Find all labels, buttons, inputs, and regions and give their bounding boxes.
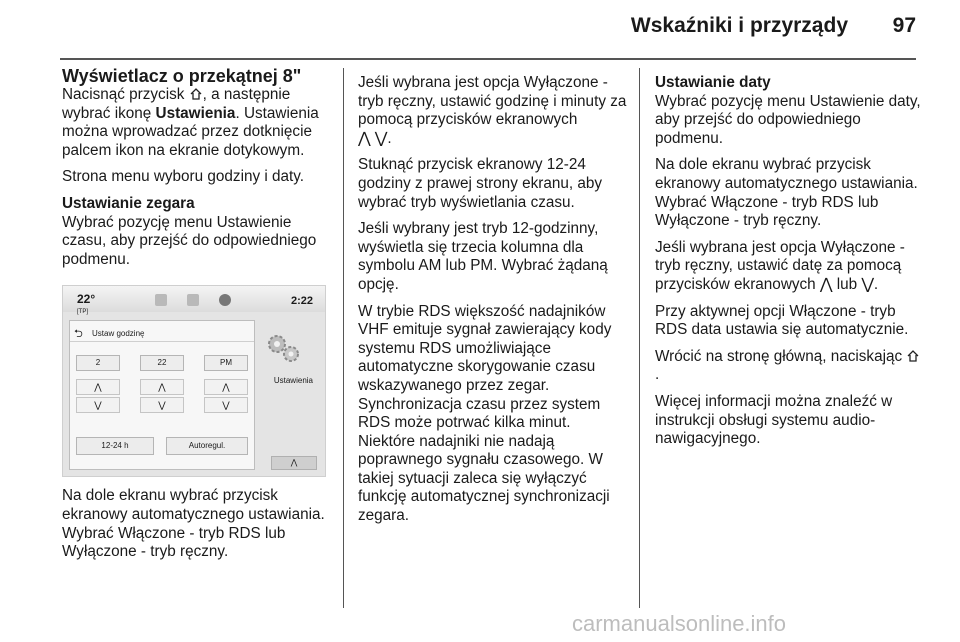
paragraph-date-manual: Jeśli wybrana jest opcja Wyłączone - tryb ręczny, ustawić datę za pomocą przycisków ekranowych ⋀ lub ⋁. [655,238,905,293]
paragraph-home [655,348,923,385]
screen-illustration [62,285,326,477]
ampm-down-button[interactable]: ⋁ [204,397,248,413]
subheading-date: Ustawianie daty [655,74,771,91]
header-title: Wskaźniki i przyrządy [630,14,848,37]
arrow-symbols: ⋀ ⋁. [358,129,392,147]
text: Wrócić na stronę główną, naciskając [655,347,907,365]
minute-up-button[interactable]: ⋀ [140,379,184,395]
text: Jeśli wybrana jest opcja Wyłączone - tryb ręczny, ustawić godzinę i minuty za pomocą przycisków ekranowych [358,74,627,129]
text: . Ustawienia można wprowadzać przez dotknięcie palcem ikon na ekranie dotykowym. [62,104,319,159]
minute-down-button[interactable]: ⋁ [140,397,184,413]
music-icon [155,294,167,306]
watermark: carmanualsonline.info [572,611,787,636]
paragraph-intro [62,86,328,160]
hour-value: 2 [76,355,120,371]
paragraph-auto: Na dole ekranu wybrać przycisk ekranowy automatycznego ustawiania. Wybrać Włączone - tryb RDS lub Wyłączone - tryb ręczny. [62,487,325,561]
ampm-value: PM [204,355,248,371]
paragraph-clock: Wybrać pozycję menu Ustawienie czasu, aby przejść do odpowiedniego podmenu. [62,213,317,268]
info-icon [219,294,231,306]
paragraph-rds: W trybie RDS większość nadajników VHF emituje sygnał zawierający kody systemu RDS umożliwiające automatyczne skorygowanie czasu wskazywanego przez zegar. Synchronizacja czasu przez system RDS może potrwać kilka minut. Niektóre nadajniki nie nadają poprawnego sygnału czasowego. W takiej sytuacji zaleca się wyłączyć funkcję automatycznej synchronizacji zegara. [358,302,612,525]
column-divider-1 [343,68,344,608]
home-icon [906,349,920,363]
paragraph-date-auto: Na dole ekranu wybrać przycisk ekranowy automatycznego ustawiania. Wybrać Włączone - tryb RDS lub Wyłączone - tryb ręczny. [655,156,918,230]
tp-indicator: [TP] [77,309,89,316]
clock: 2:22 [290,295,313,308]
hour-up-button[interactable]: ⋀ [76,379,120,395]
page-number: 97 [892,14,916,37]
paragraph-12-24: Stuknąć przycisk ekranowy 12-24 godziny z prawej strony ekranu, aby wybrać tryb wyświetlania czasu. [358,156,603,211]
subheading-clock: Ustawianie zegara [62,194,195,212]
screen-top-bar [63,286,325,316]
text: Nacisnąć przycisk [62,86,189,103]
settings-gear-icon [263,332,303,364]
mode-12-24-button[interactable]: 12-24 h [76,437,154,455]
home-icon [189,87,203,101]
text: , a następnie wybrać ikonę [62,86,291,122]
settings-term: Ustawienia [155,104,236,122]
set-time-panel [69,320,255,470]
section-heading: Wyświetlacz o przekątnej 8" [62,66,302,86]
settings-label: Ustawienia [273,376,313,386]
column-divider-2 [639,68,640,608]
paragraph-manual [358,74,628,148]
collapse-button[interactable]: ⋀ [271,456,317,470]
paragraph-menu: Strona menu wyboru godziny i daty. [62,168,305,186]
column-1 [62,66,328,570]
panel-title: Ustaw godzinę [92,329,145,339]
column-3 [655,74,923,457]
panel-header [70,321,254,342]
paragraph-date-rds: Przy aktywnej opcji Włączone - tryb RDS data ustawia się automatycznie. [655,302,909,339]
auto-set-button[interactable]: Autoregul. [166,437,248,455]
header-rule [60,58,916,60]
paragraph-more-info: Więcej informacji można znaleźć w instrukcji obsługi systemu audio-nawigacyjnego. [655,392,893,448]
paragraph-ampm: Jeśli wybrany jest tryb 12-godzinny, wyświetla się trzecia kolumna dla symbolu AM lub PM. Wybrać żądaną opcję. [358,220,608,293]
ampm-up-button[interactable]: ⋀ [204,379,248,395]
temperature: 22° [77,292,96,307]
phone-icon [187,294,199,306]
back-icon[interactable]: ⮌ [74,328,83,341]
paragraph-date-menu: Wybrać pozycję menu Ustawienie daty, aby przejść do odpowiedniego podmenu. [655,92,921,147]
minute-value: 22 [140,355,184,371]
hour-down-button[interactable]: ⋁ [76,397,120,413]
text: . [655,366,660,384]
column-2 [358,74,628,534]
